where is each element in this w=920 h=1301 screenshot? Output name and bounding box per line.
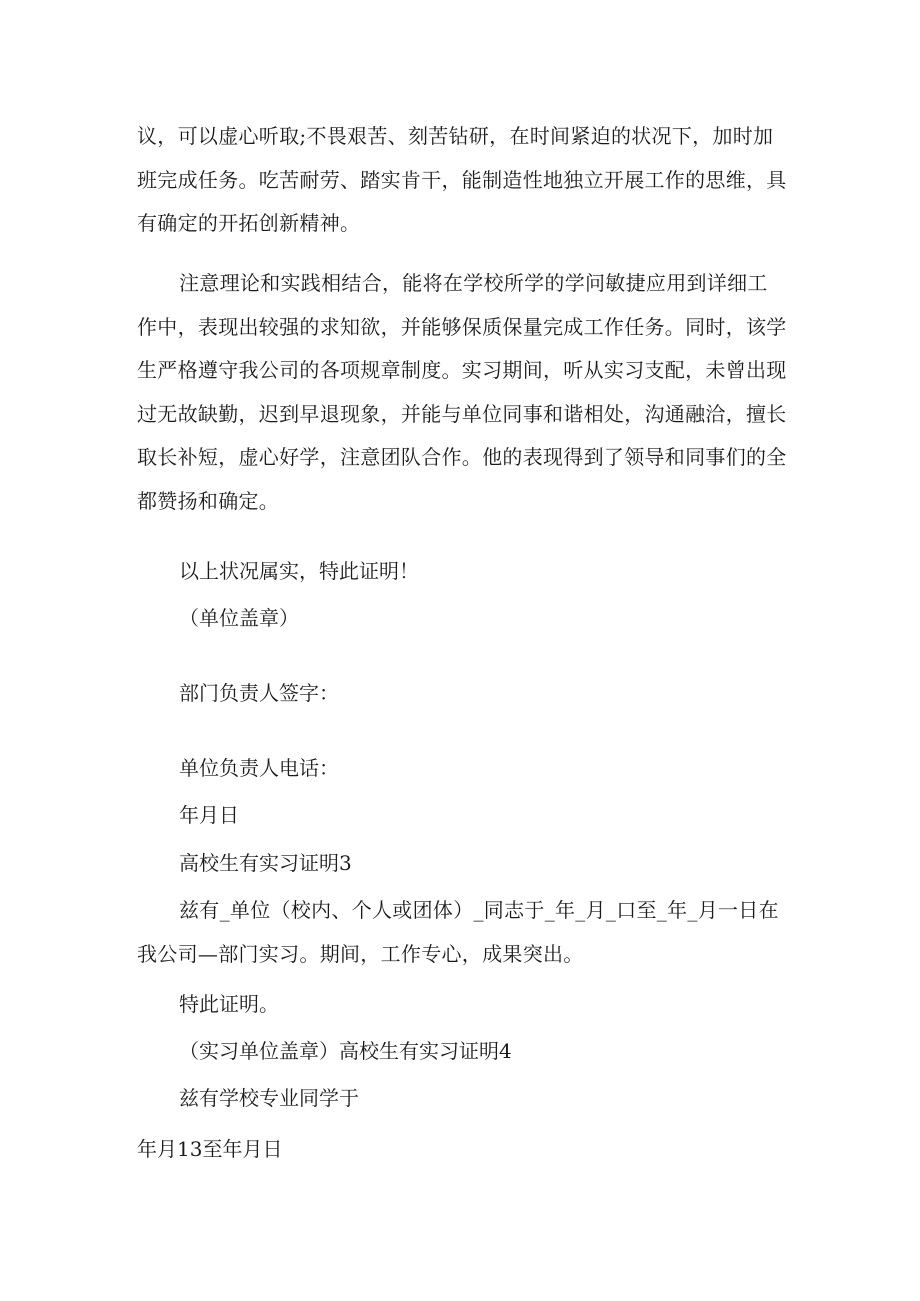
date-line-2: 年月13至年月日	[137, 1137, 283, 1161]
date-line-1: 年月日	[179, 803, 239, 827]
special-certify: 特此证明。	[179, 992, 279, 1016]
paragraph-student-intro: 兹有学校专业同学于	[179, 1086, 359, 1110]
paragraph-internship-statement: 兹有_单位（校内、个人或团体）_同志于_年_月_口至_年_月一日在我公司—部门实习。期间，工作专心，成果突出。	[137, 898, 779, 966]
unit-seal-label: （单位盖章）	[179, 606, 299, 630]
paragraph-theory-practice: 注意理论和实践相结合，能将在学校所学的学问敏捷应用到详细工作中，表现出较强的求知欲，并能够保质保量完成工作任务。同时，该学生严格遵守我公司的各项规章制度。实习期间，听从实习支配，未曾出现过无故缺勤，迟到早退现象，并能与单位同事和谐相处，沟通融洽，擅长取长补短，虚心好学，注意团队合作。他的表现得到了领导和同事们的全都赞扬和确定。	[137, 271, 787, 513]
unit-head-phone-label: 单位负责人电话：	[179, 756, 339, 780]
certify-statement: 以上状况属实，特此证明！	[179, 559, 419, 583]
paragraph-work-attitude: 议，可以虚心听取;不畏艰苦、刻苦钻研，在时间紧迫的状况下，加时加班完成任务。吃苦耐劳、踏实肯干，能制造性地独立开展工作的思维，具有确定的开拓创新精神。	[137, 124, 787, 235]
certificate-title-3: 高校生有实习证明3	[179, 851, 352, 875]
dept-head-signature-label: 部门负责人签字：	[179, 681, 339, 705]
seal-and-title-4: （实习单位盖章）高校生有实习证明4	[179, 1039, 512, 1063]
